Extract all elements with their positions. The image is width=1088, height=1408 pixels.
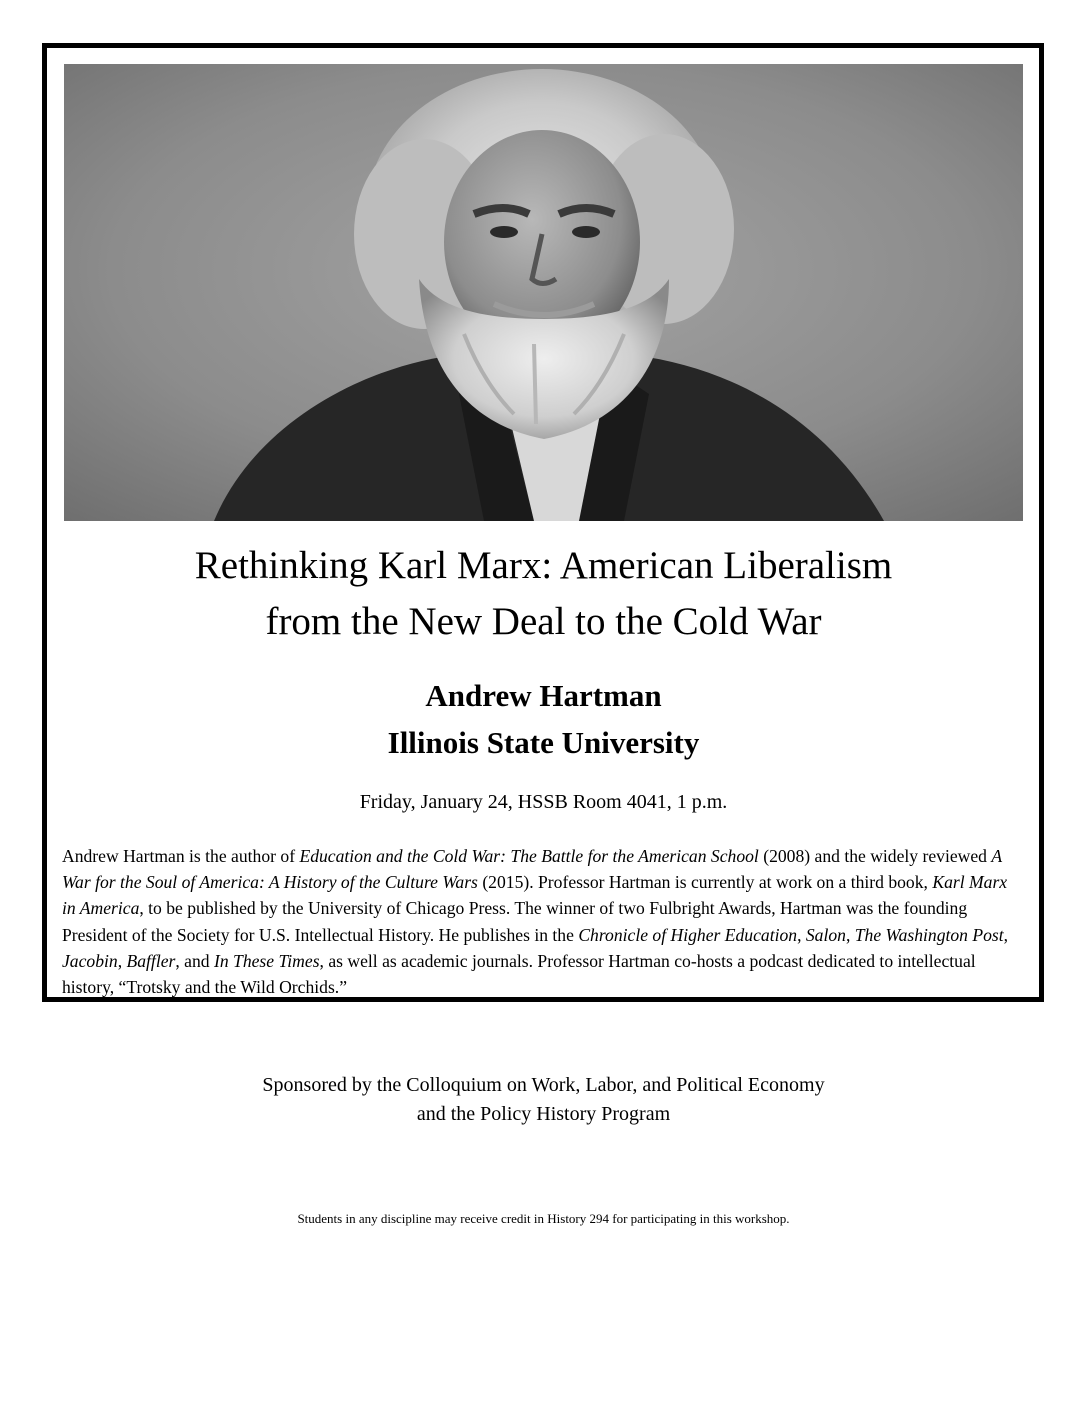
bio-text-4: , to be published by the University of Chicago Press. The winner of two Fulbright Awards, Hartman was the founding President of the Society for U.S. Intellectual History. He publishes in the bbox=[62, 898, 968, 945]
sponsor-line-1: Sponsored by the Colloquium on Work, Labor, and Political Economy bbox=[262, 1074, 825, 1096]
event-title bbox=[64, 538, 1023, 650]
speaker-affiliation: Illinois State University bbox=[387, 725, 700, 760]
bio-publication-2: Salon bbox=[805, 924, 846, 945]
bio-separator-1: , bbox=[797, 924, 806, 945]
speaker-bio bbox=[62, 843, 1022, 1000]
bio-publication-4: Jacobin bbox=[62, 950, 118, 971]
bio-text-5: , as well as academic journals. Professor Hartman co-hosts a podcast dedicated to intellectual history, “Trotsky and the Wild Orchids.” bbox=[62, 950, 976, 998]
bio-separator-5: , and bbox=[175, 950, 214, 971]
bio-book-1: Education and the Cold War: The Battle for the American School bbox=[299, 846, 759, 866]
bio-publication-6: In These Times bbox=[213, 950, 320, 971]
bio-publication-5: Baffler bbox=[126, 950, 176, 971]
bio-text-1: Andrew Hartman is the author of bbox=[62, 846, 300, 866]
title-line-2: from the New Deal to the Cold War bbox=[265, 600, 822, 643]
sponsor-block bbox=[64, 1071, 1023, 1129]
portrait-photo bbox=[64, 64, 1023, 521]
title-line-1: Rethinking Karl Marx: American Liberalism bbox=[194, 544, 893, 587]
bio-publication-3: The Washington Post bbox=[854, 924, 1004, 945]
speaker-block bbox=[64, 672, 1023, 766]
bio-publication-1: Chronicle of Higher Education bbox=[578, 924, 798, 945]
bio-separator-3: , bbox=[1003, 924, 1009, 945]
credit-note: Students in any discipline may receive credit in History 294 for participating in this workshop. bbox=[297, 1211, 790, 1226]
bio-separator-4: , bbox=[117, 950, 127, 971]
bio-book-3: Karl Marx in America bbox=[62, 872, 1008, 919]
bio-text-2: (2008) and the widely reviewed bbox=[758, 846, 992, 866]
event-time-location: Friday, January 24, HSSB Room 4041, 1 p.m. bbox=[359, 791, 728, 813]
sponsor-line-2: and the Policy History Program bbox=[416, 1103, 671, 1125]
bio-book-2: A War for the Soul of America: A History of the Culture Wars bbox=[62, 846, 1002, 893]
bio-text-3: (2015). Professor Hartman is currently at work on a third book, bbox=[477, 872, 933, 893]
speaker-name: Andrew Hartman bbox=[425, 678, 662, 713]
bio-separator-2: , bbox=[845, 924, 855, 945]
